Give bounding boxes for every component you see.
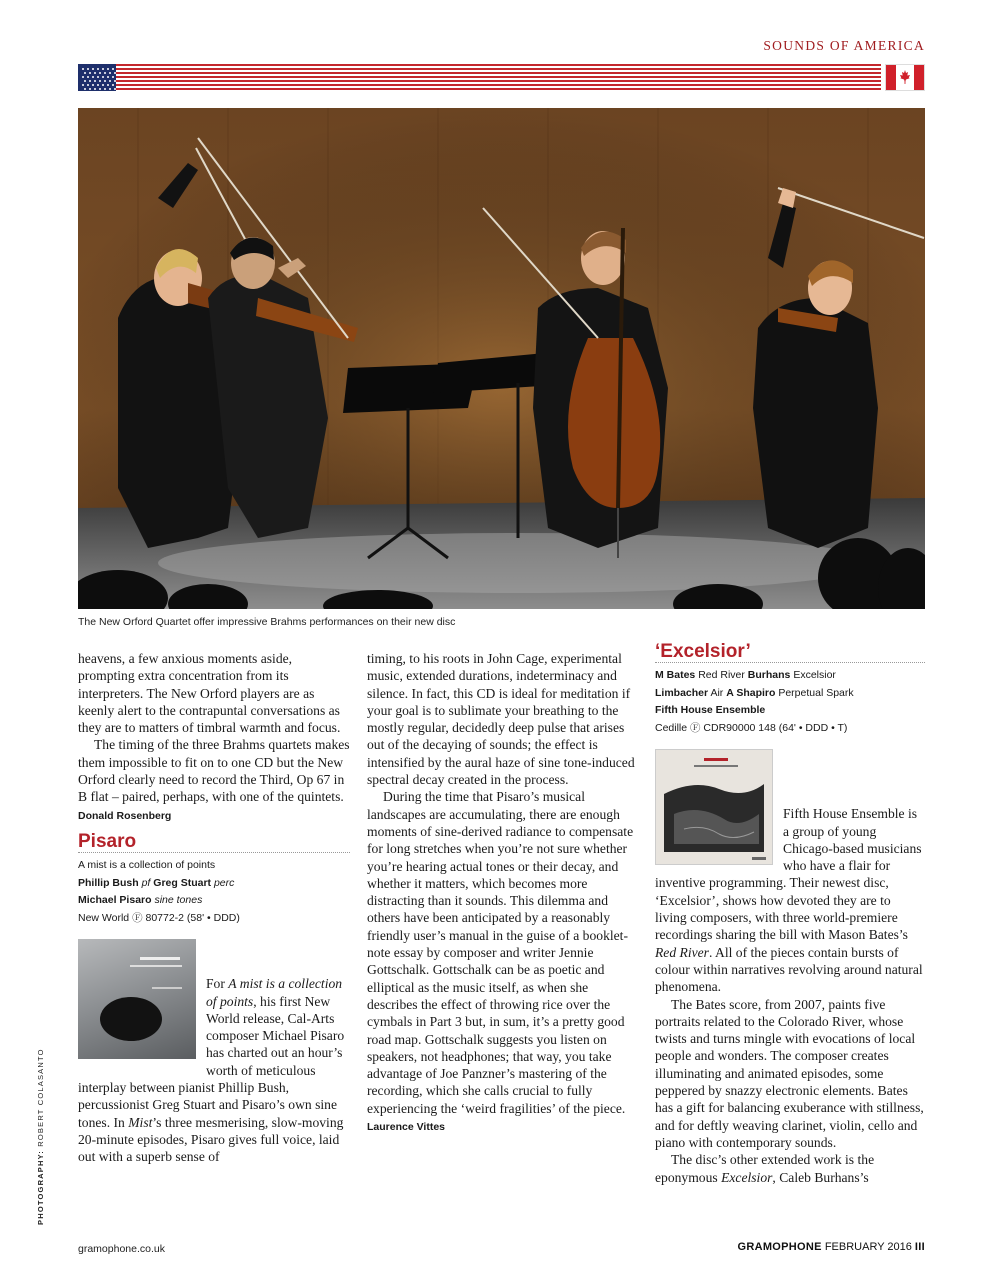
excelsior-details (655, 667, 925, 737)
flag-stripes (116, 64, 881, 91)
pisaro-album-cover (78, 939, 196, 1059)
quartet-photo (78, 108, 925, 609)
pisaro-composer: Michael Pisaro sine tones (78, 894, 203, 907)
footer-issue-date: FEBRUARY 2016 (824, 1241, 912, 1253)
us-flag-canton-icon (78, 64, 116, 91)
footer-website: gramophone.co.uk (78, 1243, 165, 1255)
review-title-pisaro: Pisaro (78, 833, 350, 853)
excelsior-catalogue: Cedille Ⓕ CDR90000 148 (64' • DDD • T) (655, 721, 848, 734)
pisaro-details (78, 857, 350, 927)
col1-paragraph-1: heavens, a few anxious moments aside, prompting extra concentration from its interpreters. The New Orford players are as keenly alert to the contrapuntal conversations as they are to matters of timbral warmth and focus. (78, 651, 341, 736)
photo-credit-name: ROBERT COLASANTO (36, 1048, 45, 1147)
col1-paragraph-2: The timing of the three Brahms quartets makes them impossible to fit on to one CD but the New Orford clearly need to record the Third, Op 67 in B flat – paired, perhaps, with one of the quintets. (78, 737, 350, 805)
pisaro-catalogue: New World Ⓕ 80772-2 (58' • DDD) (78, 911, 240, 924)
column-1 (78, 650, 350, 1166)
photo-caption: The New Orford Quartet offer impressive Brahms performances on their new disc (78, 616, 456, 628)
col2-paragraph-2: During the time that Pisaro’s musical landscapes are accumulating, there are enough moments of sine-derived radiance to compensate for long stretches when you’re not sure whether you’re hearing actual tones or their decay, and whether it matters, which becomes more distracting than it sounds. This dilemma and others have been anticipated by a reasonably friendly user’s manual in the guise of a booklet-note essay by composer and writer Jennie Gottschalk. Gottschalk can be as poetic and elliptical as the music itself, as when she describes the effect of throwing rice over the cymbals in Part 3 but, in sum, it’s a pretty good road map. Gottschalk suggests you listen on speakers, not headphones; that way, you take advantage of Joe Panzner’s mastering of the recording, which she calls crucial to fully experiencing the ‘weird fragilities’ of the piece. Laurence Vittes (367, 789, 634, 1134)
page-number: III (914, 1241, 925, 1253)
excelsior-paragraph-3: The disc’s other extended work is the eponymous Excelsior, Caleb Burhans’s (655, 1152, 875, 1185)
pisaro-performers: Phillip Bush pf Greg Stuart perc (78, 876, 235, 889)
excelsior-paragraph-1: Fifth House Ensemble is a group of young Chicago-based musicians who have a flair for inventive programming. Their newest disc, ‘Excelsior’, shows how devoted they are to living composers, with three world-premiere recordings sharing the bill with Mason Bates’s Red River. All of the pieces contain bursts of colour within narratives revolving around natural phenomena. (655, 806, 923, 995)
column-2 (367, 650, 639, 1136)
excelsior-ensemble: Fifth House Ensemble (655, 704, 766, 717)
pisaro-work: A mist is a collection of points (78, 859, 216, 872)
canada-flag-icon (885, 64, 925, 91)
footer-magazine: GRAMOPHONE (737, 1241, 822, 1253)
excelsior-line-2: Limbacher Air A Shapiro Perpetual Spark (655, 686, 854, 699)
flag-banner (78, 64, 925, 91)
section-label: SOUNDS OF AMERICA (763, 38, 925, 53)
footer-issue (737, 1241, 925, 1253)
reviewer-signature: Donald Rosenberg (78, 809, 172, 822)
col2-paragraph-1: timing, to his roots in John Cage, experimental music, extended durations, indeterminacy and silence. In fact, this CD is ideal for meditation if your goal is to sublimate your breathing to the mostly regular, decidedly deep pulse that arises out of the decaying of sounds; the effect is intensified by the aural haze of sine tone-induced spectral decay created in the process. (367, 651, 635, 788)
excelsior-line-1: M Bates Red River Burhans Excelsior (655, 669, 836, 682)
review-title-excelsior: ‘Excelsior’ (655, 643, 925, 663)
photo-credit-label: PHOTOGRAPHY: (36, 1150, 45, 1225)
pisaro-review-body: For A mist is a collection of points, his first New World release, Cal-Arts composer Michael Pisaro has charted out an hour’s worth of meticulous interplay between pianist Phillip Bush, percussionist Greg Stuart and Pisaro’s own sine tones. In Mist’s three mesmerising, slow-moving 20-minute episodes, Pisaro gives full voice, laid out with a superb sense of (78, 976, 345, 1165)
reviewer-signature-vittes: Laurence Vittes (367, 1121, 446, 1134)
excelsior-paragraph-2: The Bates score, from 2007, paints five portraits related to the Colorado River, whose twists and turns mingle with evocations of local people and wonders. The composer creates illuminating and animated episodes, some peppered by snazzy electronic elements. Bates has a gift for balancing exuberance with stillness, and for deftly weaving clarinet, violin, cello and piano with contemporary sounds. (655, 996, 924, 1150)
photo-credit (36, 1048, 48, 1225)
excelsior-album-cover (655, 749, 773, 865)
maple-leaf-icon (900, 70, 910, 84)
column-3 (655, 643, 925, 1186)
